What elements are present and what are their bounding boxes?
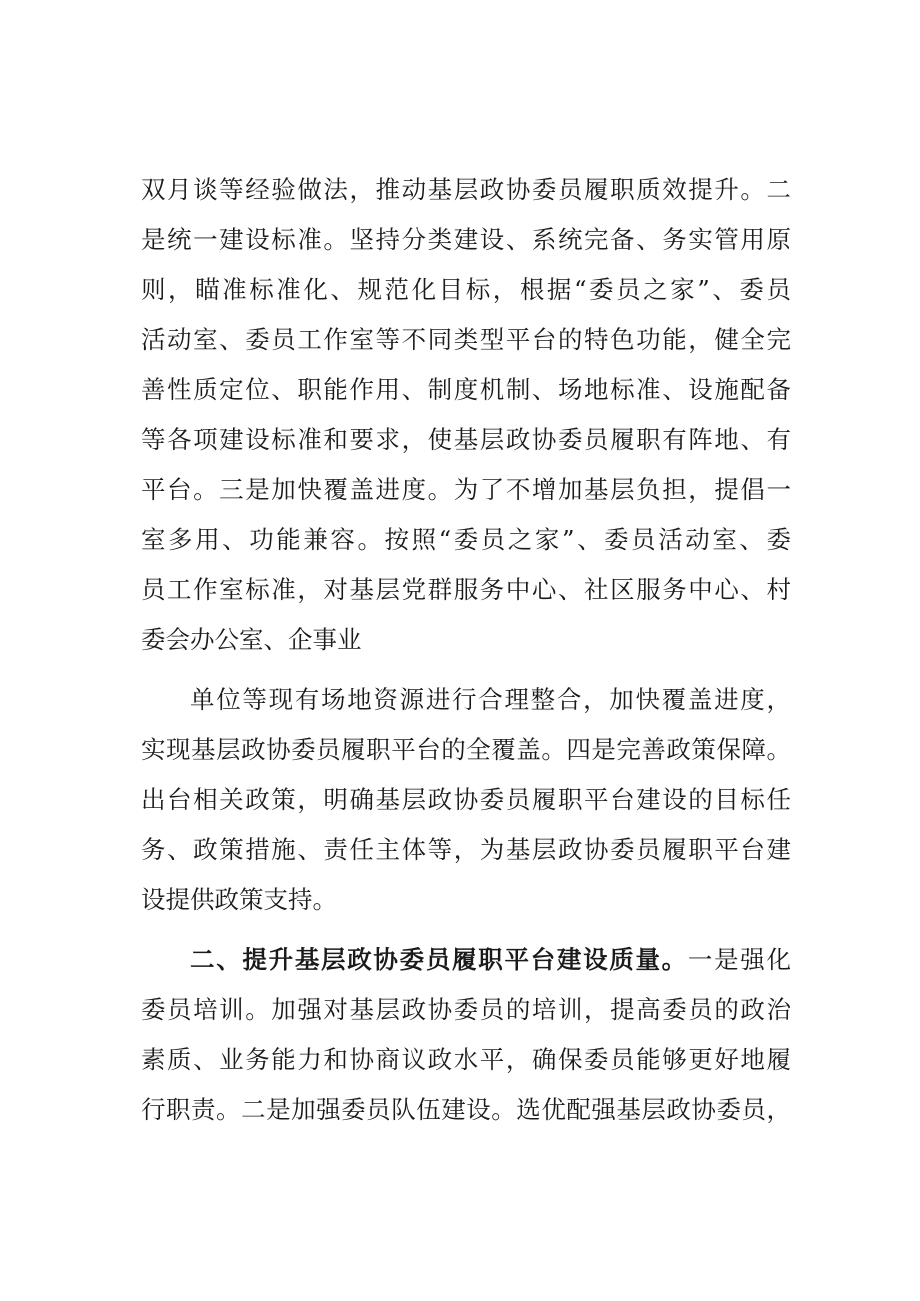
text-line: 员工作室标准，对基层党群服务中心、社区服务中心、村 <box>141 575 791 604</box>
text-line: 委会办公室、企事业 <box>141 625 362 654</box>
text-line: 则，瞄准标准化、规范化目标，根据“委员之家”、委员 <box>141 275 791 304</box>
text-line: 行职责。二是加强委员队伍建设。选优配强基层政协委员， <box>141 1095 791 1124</box>
text-line: 实现基层政协委员履职平台的全覆盖。四是完善政策保障。 <box>141 735 791 764</box>
text-line: 务、政策措施、责任主体等，为基层政协委员履职平台建 <box>141 835 791 864</box>
text-line: 等各项建设标准和要求，使基层政协委员履职有阵地、有 <box>141 425 791 454</box>
text-line: 善性质定位、职能作用、制度机制、场地标准、设施配备 <box>141 375 791 404</box>
text-line: 平台。三是加快覆盖进度。为了不增加基层负担，提倡一 <box>141 475 791 504</box>
text-line <box>190 943 791 977</box>
text-line: 设提供政策支持。 <box>141 885 337 914</box>
section-heading: 二、提升基层政协委员履职平台建设质量。 <box>190 945 688 974</box>
text-line: 活动室、委员工作室等不同类型平台的特色功能，健全完 <box>141 325 791 354</box>
text-line: 是统一建设标准。坚持分类建设、系统完备、务实管用原 <box>141 225 791 254</box>
text-line: 委员培训。加强对基层政协委员的培训，提高委员的政治 <box>141 995 791 1024</box>
text-line: 素质、业务能力和协商议政水平，确保委员能够更好地履 <box>141 1045 791 1074</box>
text-line: 双月谈等经验做法，推动基层政协委员履职质效提升。二 <box>141 175 791 204</box>
text-line: 室多用、功能兼容。按照“委员之家”、委员活动室、委 <box>141 525 791 554</box>
text-line: 单位等现有场地资源进行合理整合，加快覆盖进度， <box>190 685 791 714</box>
text-run: 一是强化 <box>687 945 792 974</box>
text-line: 出台相关政策，明确基层政协委员履职平台建设的目标任 <box>141 785 791 814</box>
